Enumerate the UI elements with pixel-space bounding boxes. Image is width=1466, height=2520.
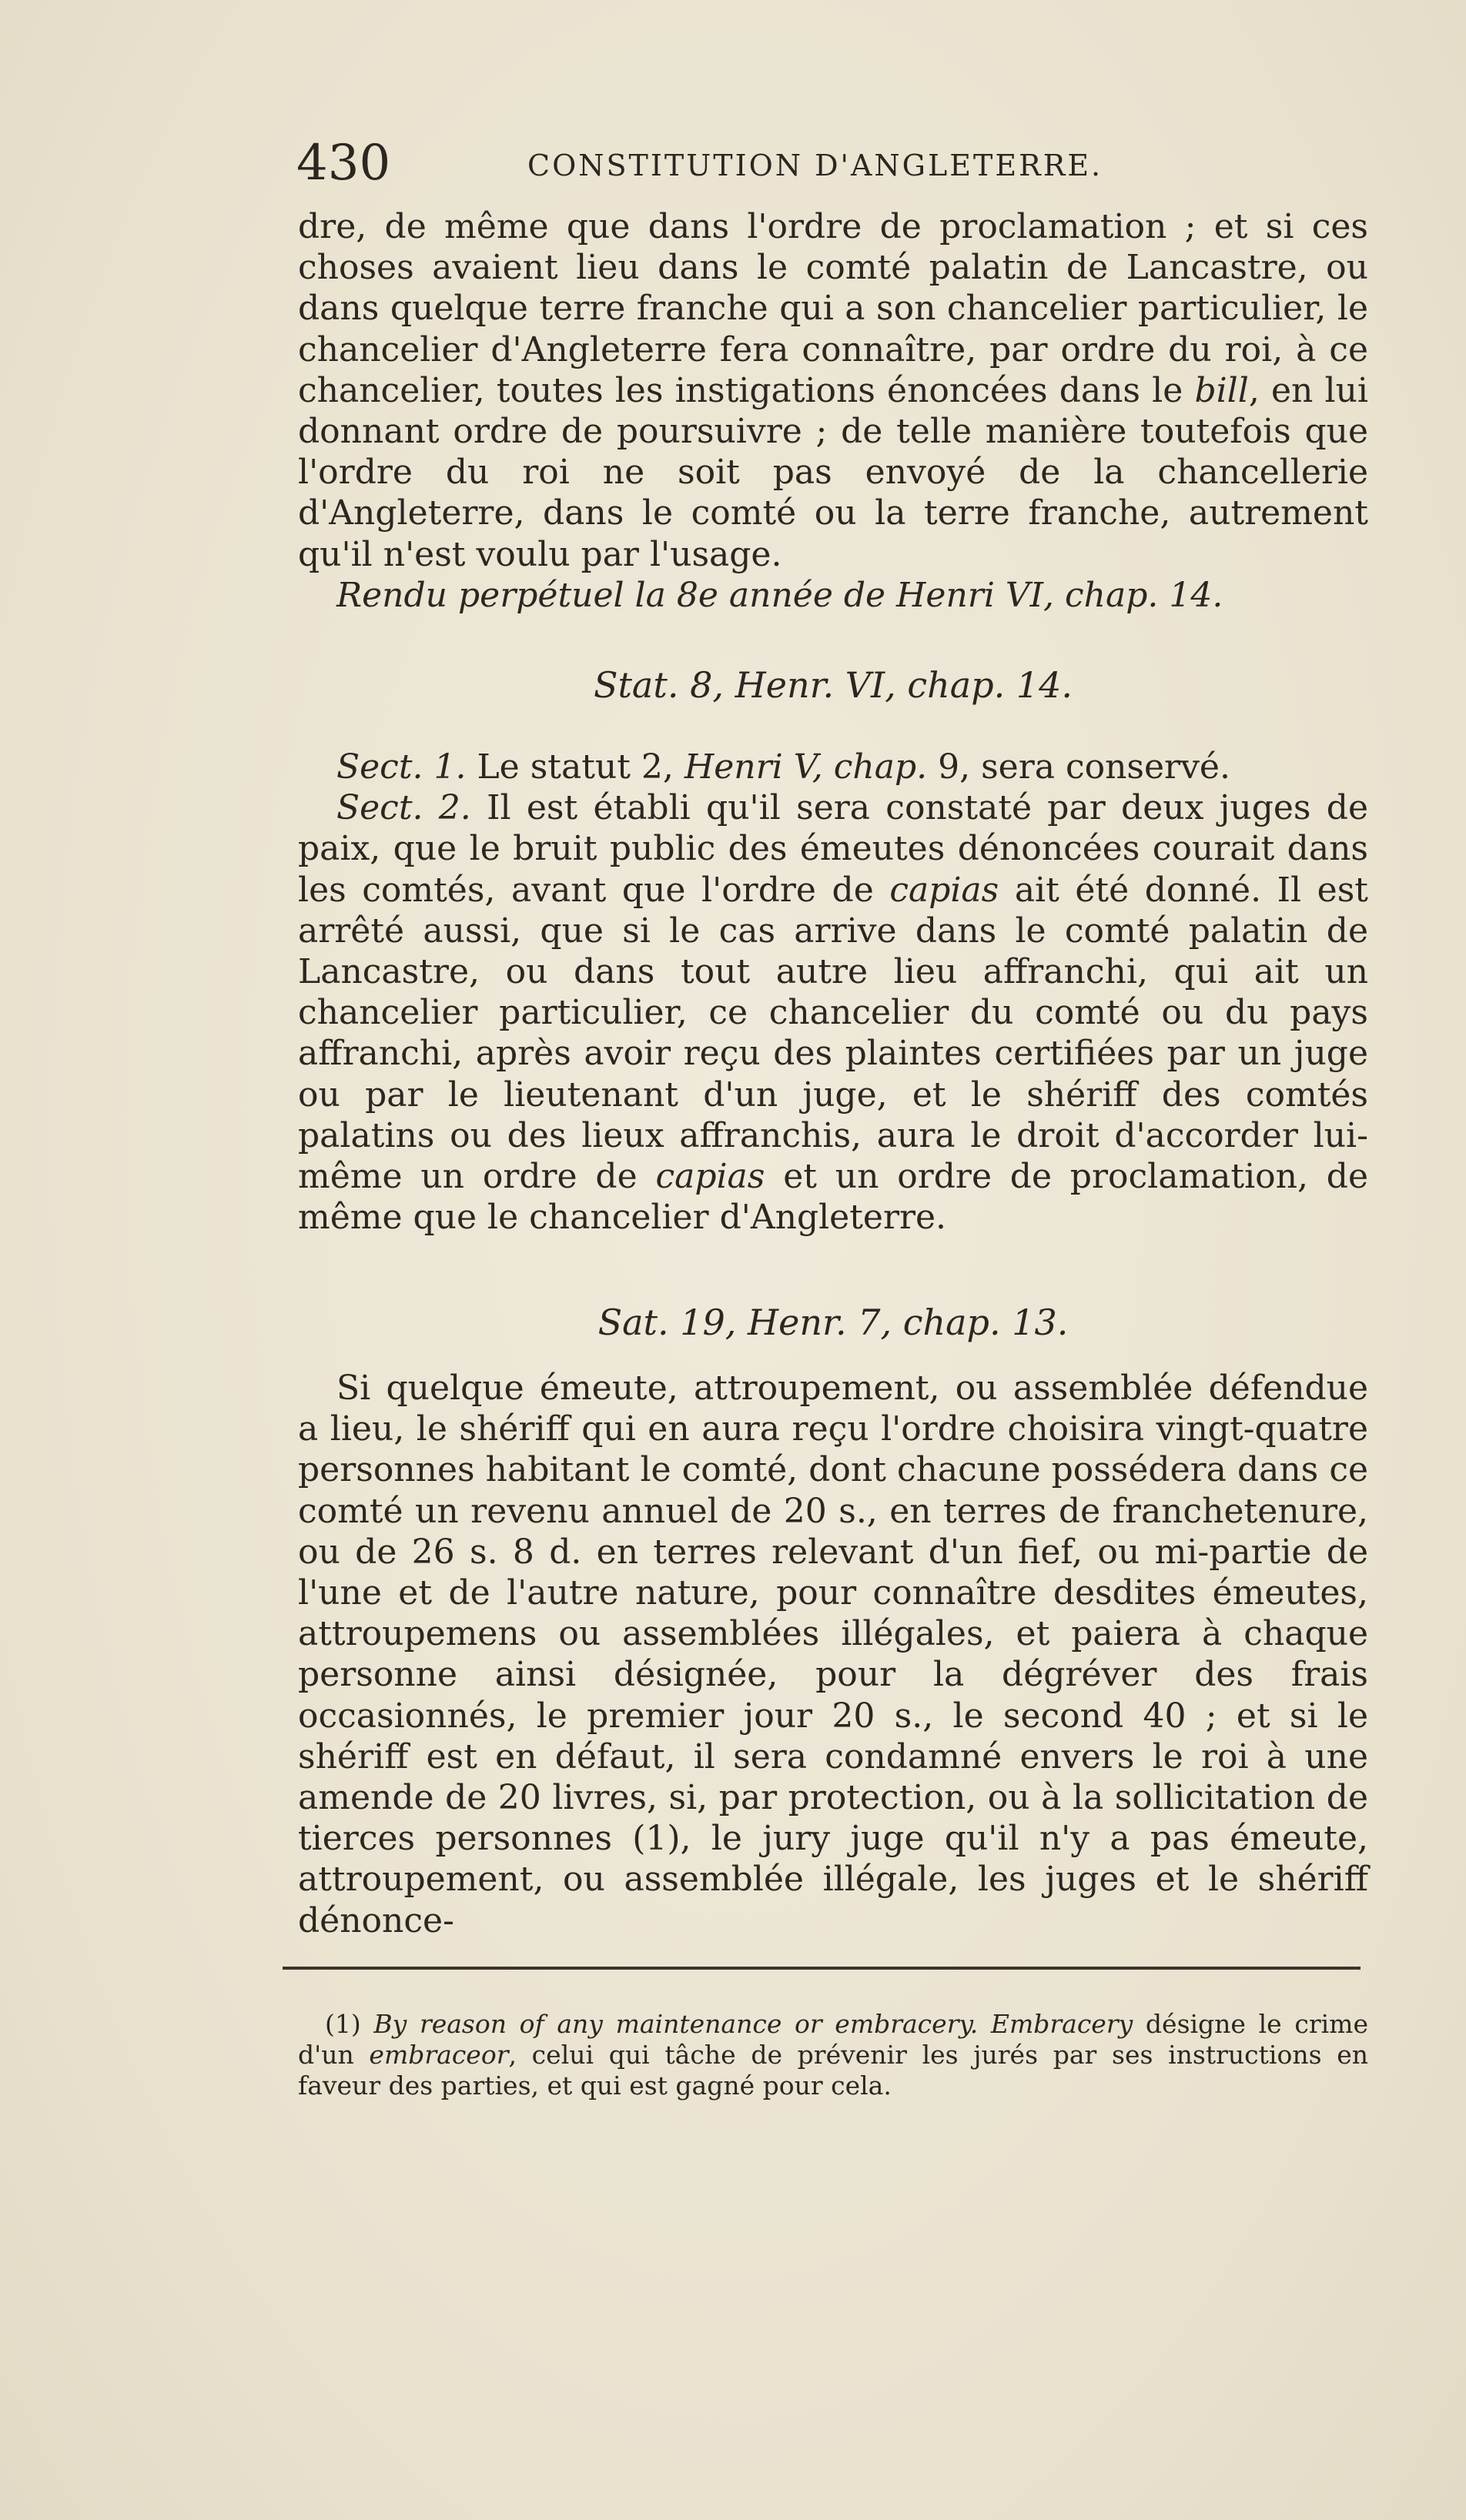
footnote-marker: (1) xyxy=(325,2009,361,2039)
paragraph-emeute xyxy=(298,1368,1368,1941)
bill-term: bill xyxy=(1194,370,1249,410)
section-2-label: Sect. 2. xyxy=(336,788,471,828)
rendu-perpetuel-line: Rendu perpétuel la 8e année de Henri VI, chap. 14. xyxy=(336,575,1223,615)
footnote xyxy=(298,2009,1368,2101)
section-2: Sect. 2. Il est établi qu'il sera constaté par deux juges de paix, que le bruit public des émeutes dénoncées courait dans les comtés, avant que l'ordre de capias ait été donné. Il est arrêté aussi, que si le cas arrive dans le comté palatin de Lancastre, ou dans tout autre lieu affranchi, qui ait un chancelier particulier, ce chancelier du comté ou du pays affranchi, après avoir reçu des plaintes certifiées par un juge ou par le lieutenant d'un juge, et le shériff des comtés palatins ou des lieux affranchis, aura le droit d'accorder lui-même un ordre de capias et un ordre de proclamation, de même que le chancelier d'Angleterre. xyxy=(298,788,1368,1238)
footnote-rule xyxy=(283,1967,1361,1970)
paragraph-text: Si quelque émeute, attroupement, ou assemblée défendue a lieu, le shériff qui en aura reçu l'ordre choisira vingt-quatre personnes habitant le comté, dont chacune possédera dans ce comté un revenu annuel de 20 s., en terres de franchetenure, ou de 26 s. 8 d. en terres relevant d'un fief, ou mi-partie de l'une et de l'autre nature, pour connaître desdites émeutes, attroupemens ou assemblées illégales, et paiera à chaque personne ainsi désignée, pour la dégréver des frais occasionnés, le premier jour 20 s., le second 40 ; et si le shériff est en défaut, il sera condamné envers le roi à une amende de 20 livres, si, par protection, ou à la sollicitation de tierces personnes (1), le jury juge qu'il n'y a pas émeute, attroupement, ou assemblée illégale, les juges et le shériff dénonce- xyxy=(298,1369,1368,1940)
section-1-label: Sect. 1. xyxy=(336,747,467,787)
page-header xyxy=(296,132,1363,194)
paragraph-continuation xyxy=(298,206,1368,616)
running-title: CONSTITUTION D'ANGLETERRE. xyxy=(527,149,1103,182)
statute-heading-stat8: Stat. 8, Henr. VI, chap. 14. xyxy=(593,664,1073,706)
sections-block xyxy=(298,747,1368,1238)
section-1: Sect. 1. Le statut 2, Henri V, chap. 9, sera conservé. xyxy=(336,747,1230,787)
page-number: 430 xyxy=(296,135,391,192)
statute-heading-sat19: Sat. 19, Henr. 7, chap. 13. xyxy=(597,1302,1069,1343)
paragraph-text: dre, de même que dans l'ordre de proclamation ; et si ces choses avaient lieu dans le comté palatin de Lancastre, ou dans quelque terre franche qui a son chancelier particulier, le chancelier d'Angleterre fera connaître, par ordre du roi, à ce chancelier, toutes les instigations énoncées dans le bill, en lui donnant ordre de poursuivre ; de telle manière toutefois que l'ordre du roi ne soit pas envoyé de la chancellerie d'Angleterre, dans le comté ou la terre franche, autrement qu'il n'est voulu par l'usage. xyxy=(298,207,1368,574)
footnote-text: (1) By reason of any maintenance or embracery. Embracery désigne le crime d'un embraceor, celui qui tâche de prévenir les jurés par ses instructions en faveur des parties, et qui est gagné pour cela. xyxy=(298,2009,1368,2101)
